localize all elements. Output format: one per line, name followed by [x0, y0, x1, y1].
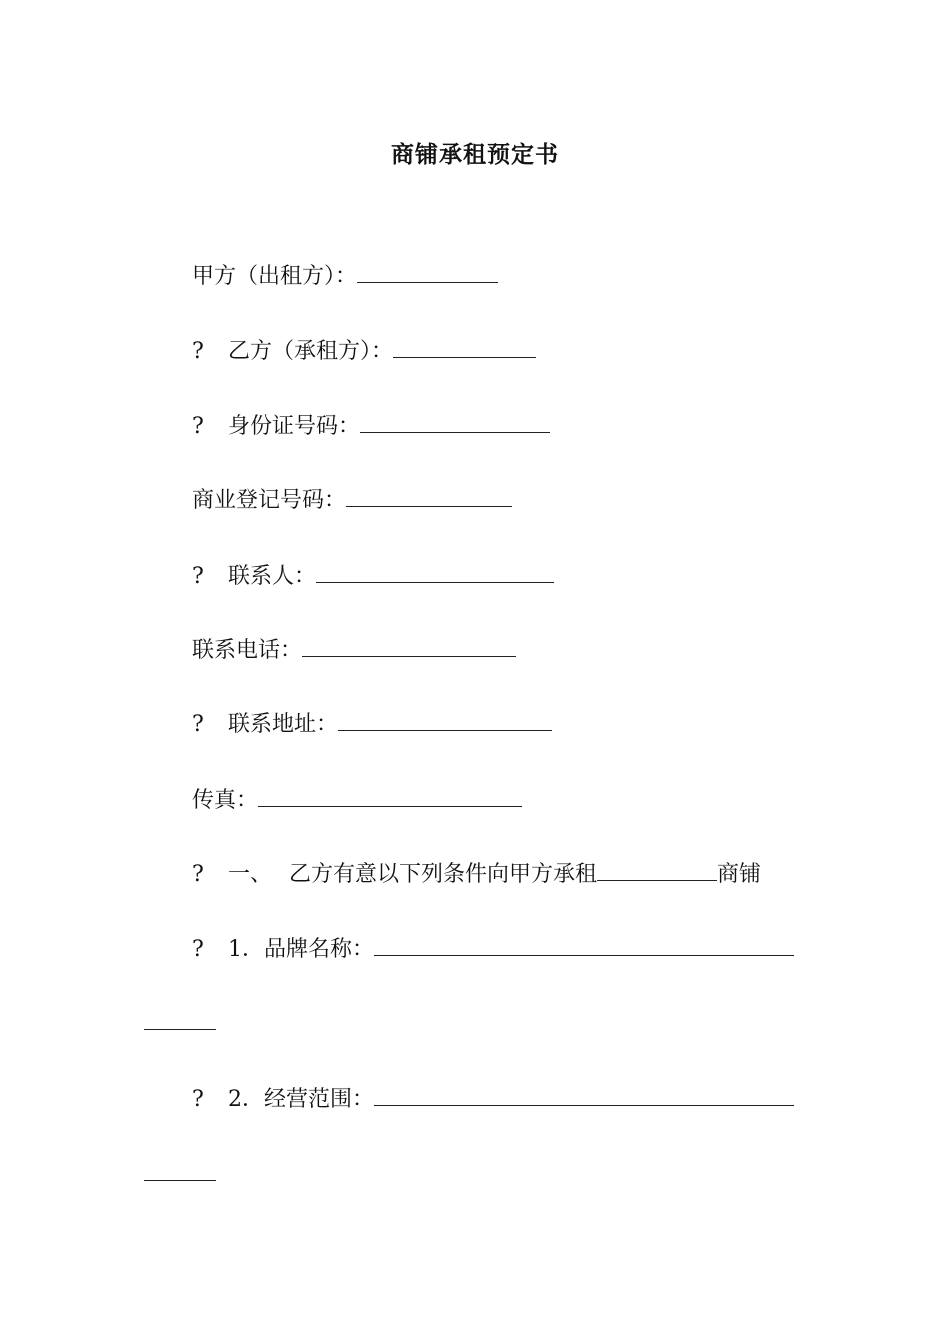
party-a-label: 甲方（出租方）： [192, 264, 358, 289]
party-b-line [192, 337, 536, 365]
business-reg-line [192, 486, 512, 514]
fax-blank[interactable] [258, 786, 522, 807]
fax-line [192, 786, 522, 814]
bullet-mark: ? [192, 564, 204, 589]
contact-address-blank[interactable] [338, 710, 552, 731]
contact-phone-label: 联系电话： [192, 638, 303, 663]
scope-continuation [144, 1160, 216, 1188]
fax-label: 传真： [192, 788, 259, 813]
scope-line [192, 1085, 794, 1113]
scope-blank-continued[interactable] [144, 1160, 216, 1181]
section-one-number: 一、 [228, 862, 273, 887]
brand-blank-continued[interactable] [144, 1009, 216, 1030]
bullet-mark: ? [192, 1087, 204, 1112]
scope-label: 2．经营范围： [228, 1087, 374, 1112]
shop-blank[interactable] [597, 860, 717, 881]
section-one-suffix: 商铺 [717, 862, 762, 887]
scope-blank[interactable] [374, 1085, 794, 1106]
bullet-mark: ? [192, 862, 204, 887]
contact-person-label: 联系人： [228, 564, 317, 589]
bullet-mark: ? [192, 937, 204, 962]
brand-label: 1．品牌名称： [228, 937, 374, 962]
id-number-line [192, 412, 550, 440]
party-b-label: 乙方（承租方）： [228, 339, 394, 364]
contact-phone-blank[interactable] [302, 636, 516, 657]
section-one-line [192, 860, 761, 888]
bullet-mark: ? [192, 339, 204, 364]
brand-line [192, 935, 794, 963]
document-title: 商铺承租预定书 [391, 141, 559, 168]
contact-person-line [192, 562, 554, 590]
id-number-blank[interactable] [360, 412, 550, 433]
brand-continuation [144, 1009, 216, 1037]
section-one-text: 乙方有意以下列条件向甲方承租 [289, 862, 598, 887]
contact-person-blank[interactable] [316, 562, 554, 583]
party-a-blank[interactable] [357, 262, 498, 283]
business-reg-blank[interactable] [346, 486, 512, 507]
bullet-mark: ? [192, 712, 204, 737]
business-reg-label: 商业登记号码： [192, 488, 347, 513]
id-number-label: 身份证号码： [228, 414, 361, 439]
contact-address-label: 联系地址： [228, 712, 339, 737]
party-a-line [192, 262, 498, 290]
brand-blank[interactable] [374, 935, 794, 956]
party-b-blank[interactable] [393, 337, 536, 358]
contact-address-line [192, 710, 552, 738]
bullet-mark: ? [192, 414, 204, 439]
contact-phone-line [192, 636, 516, 664]
